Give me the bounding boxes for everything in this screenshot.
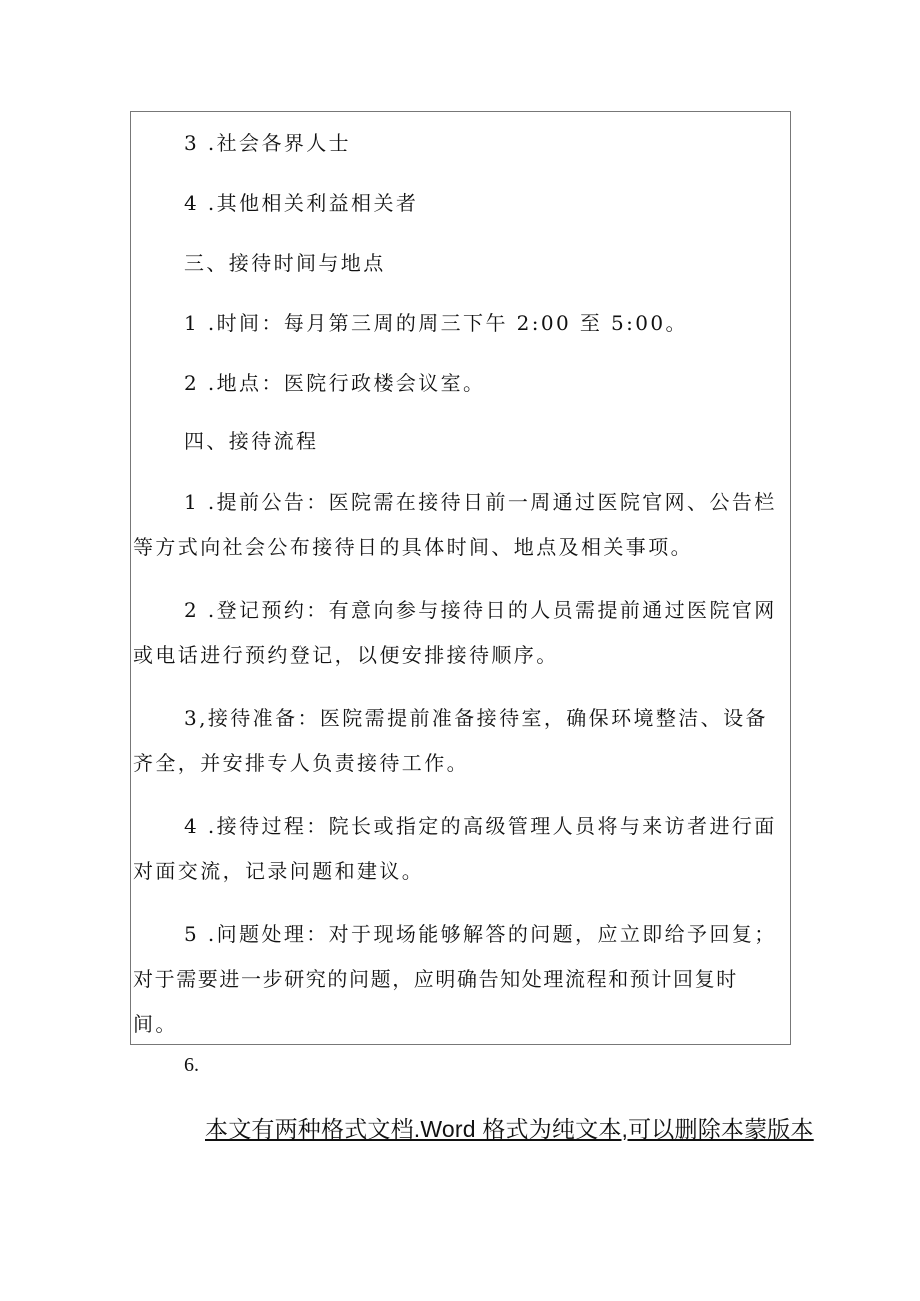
paragraph-line: 等方式向社会公布接待日的具体时间、地点及相关事项。 [133, 535, 693, 559]
section-heading: 三、接待时间与地点 [184, 251, 386, 275]
paragraph-line: 3,接待准备：医院需提前准备接待室，确保环境整洁、设备 [184, 706, 768, 730]
paragraph-line: 对于需要进一步研究的问题，应明确告知处理流程和预计回复时 [133, 967, 738, 991]
paragraph-line: 5 .问题处理：对于现场能够解答的问题，应立即给予回复； [184, 922, 777, 946]
list-item: 3 .社会各界人士 [184, 131, 352, 155]
list-item: 2 .地点：医院行政楼会议室。 [184, 371, 486, 395]
paragraph-line: 或电话进行预约登记，以便安排接待顺序。 [133, 643, 559, 667]
paragraph-line: 1 .提前公告：医院需在接待日前一周通过医院官网、公告栏 [184, 490, 777, 514]
paragraph-line: 对面交流，记录问题和建议。 [133, 859, 425, 883]
paragraph-line: 4 .接待过程：院长或指定的高级管理人员将与来访者进行面 [184, 814, 777, 838]
paragraph-line: 齐全，并安排专人负责接待工作。 [133, 751, 469, 775]
section-heading: 四、接待流程 [184, 429, 319, 453]
list-item: 4 .其他相关利益相关者 [184, 191, 419, 215]
list-number: 6. [184, 1054, 199, 1076]
list-item: 1 .时间：每月第三周的周三下午 2:00 至 5:00。 [184, 311, 688, 335]
paragraph-line: 间。 [133, 1012, 178, 1036]
footer-note-link[interactable]: 本文有两种格式文档.Word 格式为纯文本,可以删除本蒙版本 [205, 1116, 814, 1142]
paragraph-line: 2 .登记预约：有意向参与接待日的人员需提前通过医院官网 [184, 598, 777, 622]
